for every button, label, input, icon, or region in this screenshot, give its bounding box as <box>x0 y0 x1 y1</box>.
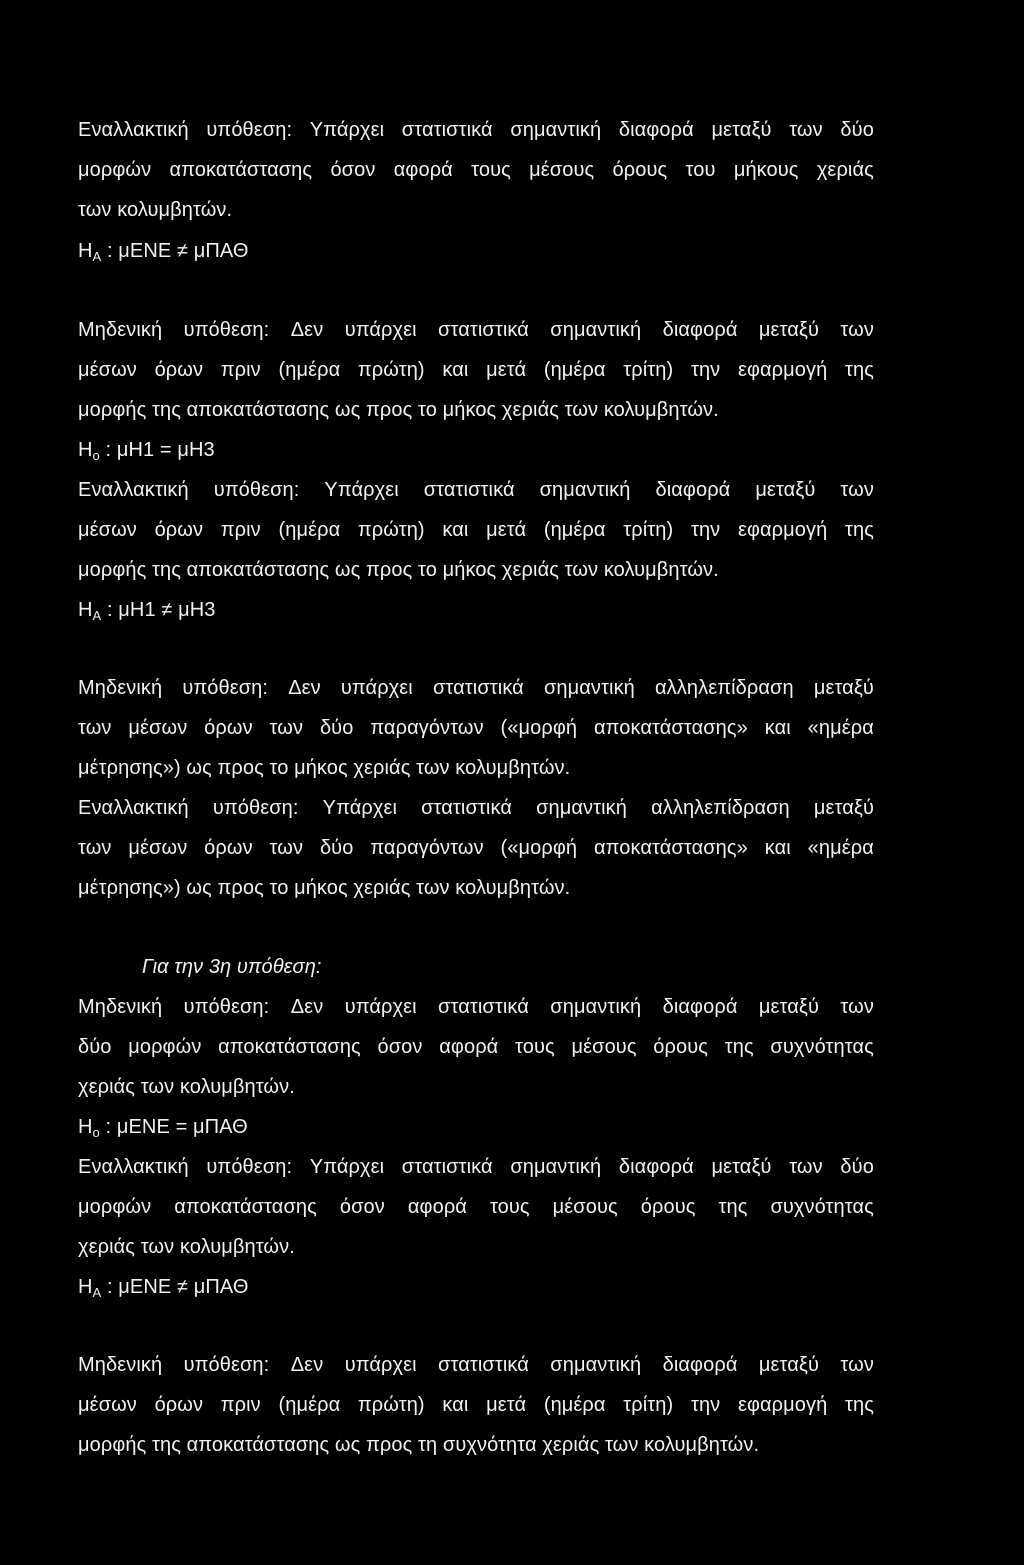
word: μεταξύ <box>758 996 819 1018</box>
word: σημαντική <box>539 479 631 501</box>
formula-subscript: o <box>92 448 100 463</box>
word: (ημέρα <box>543 359 606 381</box>
word: διαφορά <box>618 119 694 141</box>
text-line: μορφής της αποκατάστασης ως προς το μήκος χεριάς των κολυμβητών. <box>78 399 719 421</box>
word: πριν <box>220 1394 261 1416</box>
word: στατιστικά <box>423 479 515 501</box>
formula-expression: : μH1 = μH3 <box>99 439 215 461</box>
word: υπόθεση: <box>183 319 270 341</box>
word: μεταξύ <box>755 479 816 501</box>
word: των <box>840 479 874 501</box>
word: της <box>718 1196 748 1218</box>
word: διαφορά <box>662 319 738 341</box>
word: μεταξύ <box>711 119 772 141</box>
word: όρων <box>154 1394 204 1416</box>
formula-symbol: H <box>78 240 93 262</box>
word: μέσων <box>78 519 137 541</box>
word: Δεν <box>290 319 324 341</box>
word: εφαρμογή <box>737 1394 828 1416</box>
word: πρώτη) <box>357 359 425 381</box>
word: των <box>840 996 874 1018</box>
word: στατιστικά <box>401 1156 493 1178</box>
text-line <box>78 1195 874 1219</box>
word: Υπάρχει <box>322 797 398 819</box>
formula-subscript: A <box>92 608 102 623</box>
word: σημαντική <box>536 797 627 819</box>
hypothesis-formula <box>78 1115 248 1141</box>
word: παραγόντων <box>370 717 484 739</box>
word: μορφών <box>78 159 152 181</box>
word: αποκατάστασης» <box>594 717 748 739</box>
word: τους <box>515 1036 555 1058</box>
word: σημαντική <box>510 119 602 141</box>
word: της <box>845 359 874 381</box>
word: υπάρχει <box>340 677 413 699</box>
word: Μηδενική <box>78 677 163 699</box>
word: Μηδενική <box>78 319 163 341</box>
word: της <box>845 519 874 541</box>
word: των <box>840 1354 874 1376</box>
word: (ημέρα <box>543 1394 606 1416</box>
word: υπάρχει <box>344 319 417 341</box>
word: πρώτη) <box>357 1394 425 1416</box>
word: αποκατάστασης <box>174 1196 317 1218</box>
word: Εναλλακτική <box>78 797 189 819</box>
word: των <box>269 837 304 859</box>
word: στατιστικά <box>401 119 493 141</box>
word: Μηδενική <box>78 996 163 1018</box>
word: υπόθεση: <box>212 797 299 819</box>
word: υπάρχει <box>344 1354 417 1376</box>
word: σημαντική <box>550 996 642 1018</box>
word: Εναλλακτική <box>78 479 189 501</box>
text-line: χεριάς των κολυμβητών. <box>78 1076 295 1098</box>
word: της <box>724 1036 754 1058</box>
word: όρων <box>204 717 253 739</box>
word: τρίτη) <box>623 1394 674 1416</box>
word: την <box>690 519 721 541</box>
formula-symbol: H <box>78 439 93 461</box>
word: μέσους <box>571 1036 637 1058</box>
hypothesis-formula <box>78 438 215 464</box>
formula-symbol: H <box>78 1276 93 1298</box>
word: συχνότητας <box>770 1196 874 1218</box>
word: μέσων <box>78 359 137 381</box>
word: πριν <box>220 519 261 541</box>
text-line <box>78 358 874 382</box>
word: δύο <box>840 1156 874 1178</box>
word: όρων <box>204 837 253 859</box>
word: τους <box>489 1196 530 1218</box>
word: τρίτη) <box>623 359 674 381</box>
word: σημαντική <box>543 677 635 699</box>
word: όσον <box>377 1036 423 1058</box>
word: των <box>78 837 112 859</box>
word: Δεν <box>288 677 321 699</box>
word: (ημέρα <box>543 519 606 541</box>
text-line <box>78 1353 874 1377</box>
word: μεταξύ <box>758 1354 819 1376</box>
word: (ημέρα <box>278 1394 341 1416</box>
text-line <box>78 118 874 142</box>
word: μεταξύ <box>813 677 874 699</box>
text-line: μέτρησης») ως προς το μήκος χεριάς των κολυμβητών. <box>78 757 571 779</box>
word: αλληλεπίδραση <box>655 677 794 699</box>
formula-expression: : μENE = μΠΑΘ <box>99 1116 248 1138</box>
formula-subscript: A <box>92 1285 102 1300</box>
word: αφορά <box>439 1036 499 1058</box>
word: στατιστικά <box>438 319 529 341</box>
word: Δεν <box>290 1354 324 1376</box>
text-line <box>78 716 874 740</box>
word: στατιστικά <box>421 797 512 819</box>
word: μέσους <box>552 1196 618 1218</box>
word: μήκους <box>733 159 799 181</box>
word: μεταξύ <box>813 797 874 819</box>
word: αποκατάστασης <box>218 1036 361 1058</box>
word: μετά <box>486 1394 527 1416</box>
word: και <box>442 359 469 381</box>
formula-symbol: H <box>78 599 93 621</box>
word: μέσων <box>78 1394 137 1416</box>
word: («μορφή <box>500 837 578 859</box>
text-line <box>78 1035 874 1059</box>
word: μέσων <box>128 837 188 859</box>
word: Μηδενική <box>78 1354 163 1376</box>
word: όρους <box>640 1196 696 1218</box>
word: στατιστικά <box>438 996 529 1018</box>
text-line: χεριάς των κολυμβητών. <box>78 1236 295 1258</box>
word: μέσους <box>529 159 595 181</box>
word: μέσων <box>128 717 188 739</box>
word: στατιστικά <box>432 677 524 699</box>
text-line <box>78 1393 874 1417</box>
word: συχνότητας <box>770 1036 874 1058</box>
text-line: μέτρησης») ως προς το μήκος χεριάς των κολυμβητών. <box>78 877 571 899</box>
word: διαφορά <box>618 1156 694 1178</box>
word: δύο <box>78 1036 112 1058</box>
word: των <box>78 717 112 739</box>
word: πρώτη) <box>357 519 425 541</box>
word: μεταξύ <box>711 1156 772 1178</box>
word: αφορά <box>393 159 453 181</box>
word: (ημέρα <box>278 519 341 541</box>
word: υπόθεση: <box>183 996 270 1018</box>
text-line <box>78 836 874 860</box>
text-line <box>78 1155 874 1179</box>
text-line: μορφής της αποκατάστασης ως προς το μήκος χεριάς των κολυμβητών. <box>78 559 719 581</box>
word: μορφών <box>78 1196 152 1218</box>
word: διαφορά <box>662 1354 738 1376</box>
word: (ημέρα <box>278 359 341 381</box>
word: («μορφή <box>500 717 578 739</box>
word: της <box>845 1394 874 1416</box>
word: υπόθεση: <box>213 479 300 501</box>
word: Υπάρχει <box>309 119 385 141</box>
word: δύο <box>840 119 874 141</box>
formula-subscript: o <box>92 1125 100 1140</box>
word: δύο <box>319 837 354 859</box>
word: Δεν <box>290 996 324 1018</box>
word: των <box>840 319 874 341</box>
word: αποκατάστασης» <box>594 837 748 859</box>
hypothesis-formula <box>78 239 249 265</box>
word: υπόθεση: <box>183 1354 270 1376</box>
word: και <box>764 837 791 859</box>
hypothesis-formula <box>78 598 215 624</box>
text-line <box>78 318 874 342</box>
word: μετά <box>486 359 527 381</box>
formula-expression: : μENE ≠ μΠΑΘ <box>101 240 249 262</box>
word: δύο <box>319 717 354 739</box>
word: των <box>269 717 304 739</box>
text-line <box>78 518 874 542</box>
text-line <box>78 995 874 1019</box>
word: στατιστικά <box>438 1354 529 1376</box>
text-line <box>78 676 874 700</box>
word: τους <box>471 159 511 181</box>
word: υπόθεση: <box>206 1156 293 1178</box>
word: υπάρχει <box>344 996 417 1018</box>
section-heading: Για την 3η υπόθεση: <box>142 956 322 978</box>
word: όρους <box>612 159 668 181</box>
word: υπόθεση: <box>182 677 269 699</box>
word: Υπάρχει <box>324 479 399 501</box>
text-line <box>78 478 874 502</box>
word: όρους <box>653 1036 708 1058</box>
word: και <box>442 519 469 541</box>
word: Εναλλακτική <box>78 1156 189 1178</box>
word: αλληλεπίδραση <box>651 797 790 819</box>
word: διαφορά <box>655 479 731 501</box>
word: των <box>789 1156 823 1178</box>
word: «ημέρα <box>807 837 874 859</box>
word: υπόθεση: <box>206 119 293 141</box>
word: μορφών <box>128 1036 202 1058</box>
word: όσον <box>330 159 376 181</box>
word: αποκατάστασης <box>169 159 313 181</box>
word: σημαντική <box>550 1354 642 1376</box>
word: πριν <box>220 359 261 381</box>
word: παραγόντων <box>370 837 484 859</box>
word: των <box>789 119 823 141</box>
word: χεριάς <box>816 159 874 181</box>
word: σημαντική <box>550 319 642 341</box>
word: Εναλλακτική <box>78 119 189 141</box>
word: και <box>764 717 791 739</box>
word: του <box>685 159 716 181</box>
word: μετά <box>486 519 527 541</box>
formula-expression: : μH1 ≠ μH3 <box>101 599 216 621</box>
word: όσον <box>339 1196 385 1218</box>
word: σημαντική <box>510 1156 602 1178</box>
word: μεταξύ <box>758 319 819 341</box>
word: όρων <box>154 359 204 381</box>
word: και <box>442 1394 469 1416</box>
word: εφαρμογή <box>737 359 828 381</box>
word: αφορά <box>407 1196 467 1218</box>
formula-symbol: H <box>78 1116 93 1138</box>
text-line <box>78 158 874 182</box>
word: την <box>690 1394 721 1416</box>
word: «ημέρα <box>807 717 874 739</box>
hypothesis-formula <box>78 1275 249 1301</box>
word: τρίτη) <box>623 519 674 541</box>
text-line <box>78 796 874 820</box>
word: την <box>690 359 721 381</box>
word: διαφορά <box>662 996 738 1018</box>
formula-subscript: A <box>92 249 102 264</box>
text-line: μορφής της αποκατάστασης ως προς τη συχνότητα χεριάς των κολυμβητών. <box>78 1434 760 1456</box>
word: όρων <box>154 519 204 541</box>
text-line: των κολυμβητών. <box>78 199 233 221</box>
formula-expression: : μENE ≠ μΠΑΘ <box>101 1276 249 1298</box>
word: εφαρμογή <box>737 519 828 541</box>
word: Υπάρχει <box>309 1156 385 1178</box>
